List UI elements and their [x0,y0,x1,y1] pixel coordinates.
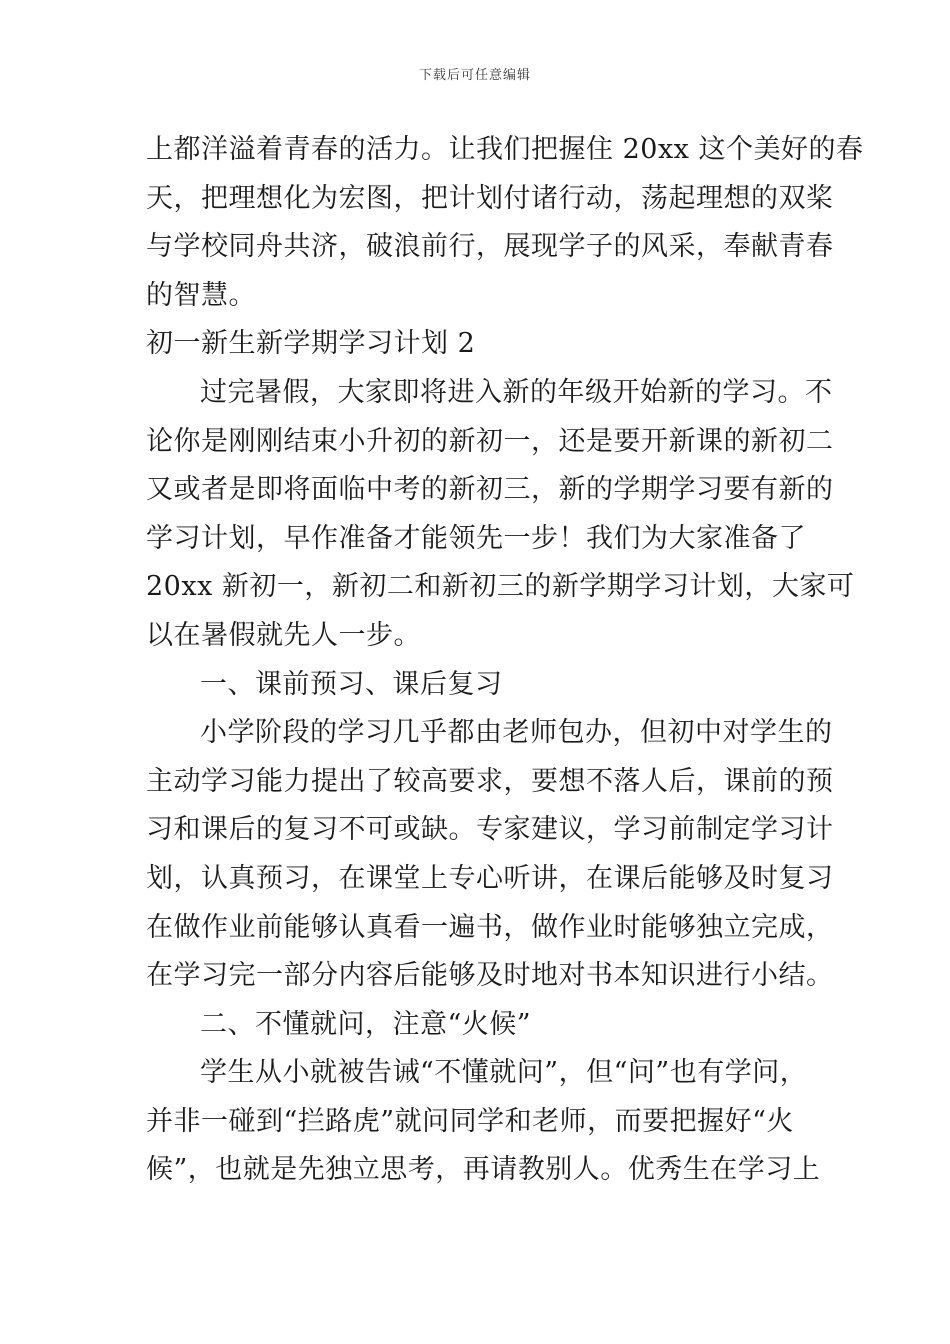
paragraph-line: 过完暑假，大家即将进入新的年级开始新的学习。不 [200,376,833,408]
paragraph-line: 小学阶段的学习几乎都由老师包办，但初中对学生的 [200,717,833,749]
paragraph-line: 又或者是即将面临中考的新初三，新的学期学习要有新的 [146,474,834,506]
page-header-note: 下载后可任意编辑 [418,68,531,83]
paragraph-line: 论你是刚刚结束小升初的新初一，还是要开新课的新初二 [146,425,834,457]
paragraph-line: 以在暑假就先人一步。 [146,619,421,651]
paragraph-line: 上都洋溢着青春的活力。让我们把握住 20xx 这个美好的春 [146,134,864,165]
paragraph-line: 学习计划，早作准备才能领先一步！我们为大家准备了 [146,522,806,554]
subheading: 二、不懂就问，注意“火候” [200,1008,532,1040]
paragraph-line: 的智慧。 [146,279,256,311]
paragraph-line: 在学习完一部分内容后能够及时地对书本知识进行小结。 [146,960,834,992]
paragraph-line: 天，把理想化为宏图，把计划付诸行动，荡起理想的双桨 [146,182,834,214]
paragraph-line: 习和课后的复习不可或缺。专家建议，学习前制定学习计 [146,814,834,846]
paragraph-line: 主动学习能力提出了较高要求，要想不落人后，课前的预 [146,765,834,797]
section-title: 初一新生新学期学习计划 2 [146,328,476,360]
paragraph-line: 候”，也就是先独立思考，再请教别人。优秀生在学习上 [146,1154,821,1186]
paragraph-line: 划，认真预习，在课堂上专心听讲，在课后能够及时复习 [146,862,834,894]
document-body [146,126,864,1195]
paragraph-line: 并非一碰到“拦路虎”就问同学和老师，而要把握好“火 [146,1105,794,1137]
paragraph-line: 与学校同舟共济，破浪前行，展现学子的风采，奉献青春 [146,231,834,263]
paragraph-line: 学生从小就被告诫“不懂就问”，但“问”也有学问， [200,1057,808,1089]
subheading: 一、课前预习、课后复习 [200,668,503,700]
paragraph-line: 20xx 新初一，新初二和新初三的新学期学习计划，大家可 [146,571,855,603]
paragraph-line: 在做作业前能够认真看一遍书，做作业时能够独立完成， [146,911,834,943]
